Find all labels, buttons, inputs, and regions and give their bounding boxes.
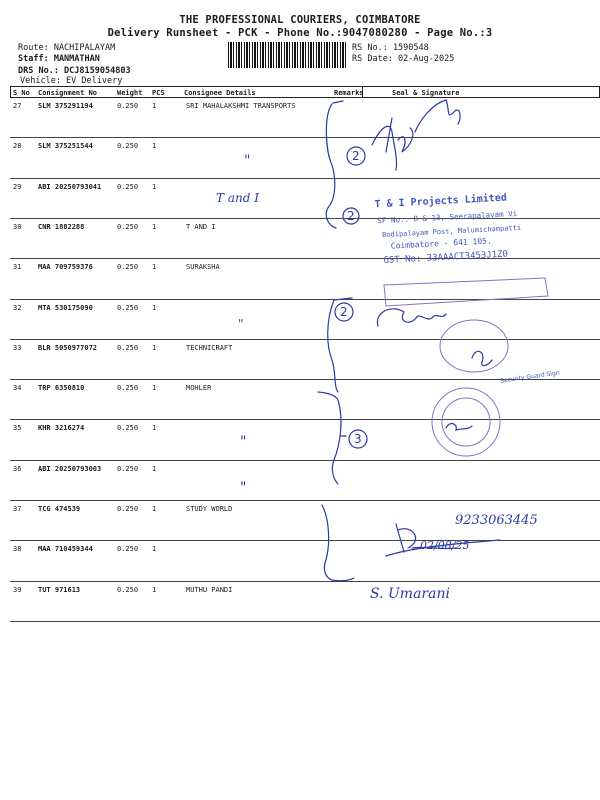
cell-sno: 27 xyxy=(13,102,22,110)
cell-weight: 0.250 xyxy=(117,545,139,554)
stamp-technicraft-seal xyxy=(440,320,508,372)
cell-weight: 0.250 xyxy=(117,505,139,513)
cell-weight: 0.250 xyxy=(117,343,139,352)
col-header-remarks: Remarks xyxy=(334,89,364,97)
cell-consignee: MOHLER xyxy=(186,384,212,393)
signature-row-33 xyxy=(472,351,492,365)
cell-consignment-no: SLM 375291194 xyxy=(38,102,93,110)
cell-consignee: SURAKSHA xyxy=(186,263,220,272)
signature-row-28-mark xyxy=(415,100,460,132)
signature-row-35 xyxy=(446,424,472,430)
cell-pcs: 1 xyxy=(152,384,157,393)
cell-consignment-no: MTA 530175090 xyxy=(38,303,93,312)
cell-consignee: MUTHU PANDI xyxy=(186,585,233,594)
cell-pcs: 1 xyxy=(152,424,157,433)
col-header-pcs: PCS xyxy=(152,89,165,97)
cell-weight: 0.250 xyxy=(117,102,139,110)
cell-pcs: 1 xyxy=(152,182,157,191)
signature-row-39: S. Umarani xyxy=(370,586,450,602)
cell-sno: 34 xyxy=(13,384,22,393)
stamp-ti-line2: SF No.: 8 & 13, Seerapalayam Vi xyxy=(377,208,518,226)
col-header-consignment: Consignment No xyxy=(38,89,98,97)
col-header-consignee: Consignee Details xyxy=(184,89,256,97)
cell-consignment-no: BLR 5050977072 xyxy=(38,343,98,352)
date-row-38: 02/08/25 xyxy=(420,539,470,552)
cell-sno: 33 xyxy=(13,343,22,352)
cell-consignment-no: TCG 474539 xyxy=(38,505,81,513)
cell-consignment-no: MAA 710459344 xyxy=(38,545,93,554)
stamp-mohler-seal-inner xyxy=(442,398,490,446)
bracket-34-36 xyxy=(318,392,341,484)
remark-3: 3 xyxy=(354,432,362,446)
hand-t-and-i-row-29: T and I xyxy=(216,191,259,205)
runsheet-subtitle: Delivery Runsheet - PCK - Phone No.:9047080280 - Page No.:3 xyxy=(107,27,493,39)
bracket-37-38 xyxy=(322,505,354,581)
cell-sno: 36 xyxy=(13,464,22,473)
cell-sno: 39 xyxy=(13,585,22,594)
cell-weight: 0.250 xyxy=(117,222,139,231)
cell-pcs: 1 xyxy=(152,263,157,272)
stamp-ti-line1: T & I Projects Limited xyxy=(374,192,508,211)
stamp-ti-line3: Bodipalayam Post, Malumichampatti xyxy=(381,223,522,240)
cell-pcs: 1 xyxy=(152,545,157,554)
company-title: THE PROFESSIONAL COURIERS, COIMBATORE xyxy=(179,14,421,26)
cell-pcs: 1 xyxy=(152,585,157,594)
cell-weight: 0.250 xyxy=(117,303,139,312)
cell-sno: 35 xyxy=(13,424,22,433)
vehicle-label: Vehicle: EV Delivery xyxy=(20,76,123,86)
cell-sno: 30 xyxy=(13,222,22,231)
stamp-ti-line4: Coimbatore - 641 105. xyxy=(390,236,493,251)
remark-2b: 2 xyxy=(347,209,355,223)
cell-sno: 37 xyxy=(13,505,22,513)
col-header-seal-signature: Seal & Signature xyxy=(392,89,460,97)
col-header-sno: S No xyxy=(13,89,30,97)
remark-2c: 2 xyxy=(340,305,348,319)
signature-row-32 xyxy=(377,309,446,326)
cell-consignment-no: CNR 1882288 xyxy=(38,222,85,231)
ditto-row-36: " xyxy=(240,480,247,496)
cell-sno: 38 xyxy=(13,545,22,554)
cell-consignee: TECHNICRAFT xyxy=(186,343,233,352)
cell-weight: 0.250 xyxy=(117,142,139,151)
rs-number: RS No.: 1590548 xyxy=(352,43,429,53)
signature-row-27 xyxy=(372,118,413,170)
cell-consignment-no: ABI 20250793041 xyxy=(38,182,102,191)
stamp-ti-line5: GST No: 33AAACT3453J1Z0 xyxy=(383,249,509,267)
bracket-31-33-top xyxy=(334,298,352,300)
bracket-31-33 xyxy=(328,300,338,392)
cell-consignee: STUDY WORLD xyxy=(186,505,233,513)
remark-2a: 2 xyxy=(352,149,360,163)
drs-number: DRS No.: DCJ8159054803 xyxy=(18,66,131,76)
cell-consignment-no: SLM 375251544 xyxy=(38,142,93,151)
cell-consignment-no: TUT 971613 xyxy=(38,585,81,594)
cell-consignment-no: TRP 6350810 xyxy=(38,384,85,393)
cell-sno: 28 xyxy=(13,142,22,151)
col-header-weight: Weight xyxy=(117,89,143,97)
cell-pcs: 1 xyxy=(152,464,157,473)
cell-weight: 0.250 xyxy=(117,424,139,433)
ditto-row-35: " xyxy=(240,434,247,450)
cell-sno: 29 xyxy=(13,182,22,191)
cell-consignment-no: KHR 3216274 xyxy=(38,424,85,433)
cell-weight: 0.250 xyxy=(117,585,139,594)
cell-pcs: 1 xyxy=(152,505,157,513)
stamp-purple-band xyxy=(384,278,548,306)
phone-row-37: 9233063445 xyxy=(455,513,538,528)
cell-pcs: 1 xyxy=(152,102,157,110)
cell-consignment-no: MAA 709759376 xyxy=(38,263,93,272)
cell-weight: 0.250 xyxy=(117,464,139,473)
ditto-row-32: " xyxy=(238,317,244,331)
route-label: Route: NACHIPALAYAM xyxy=(18,43,116,53)
cell-consignment-no: ABI 20250793003 xyxy=(38,464,102,473)
stamp-security-guard: Security Guard Sign xyxy=(499,369,561,385)
cell-pcs: 1 xyxy=(152,222,157,231)
cell-pcs: 1 xyxy=(152,343,157,352)
cell-sno: 31 xyxy=(13,263,22,272)
ditto-row-28: " xyxy=(244,153,251,169)
staff-label: Staff: MANMATHAN xyxy=(18,54,100,64)
cell-weight: 0.250 xyxy=(117,384,139,393)
bracket-27-30 xyxy=(326,104,336,228)
cell-pcs: 1 xyxy=(152,303,157,312)
cell-weight: 0.250 xyxy=(117,182,139,191)
bracket-27-30-arm xyxy=(333,101,343,103)
cell-pcs: 1 xyxy=(152,142,157,151)
cell-sno: 32 xyxy=(13,303,22,312)
cell-consignee: T AND I xyxy=(186,222,216,231)
cell-consignee: SRI MAHALAKSHMI TRANSPORTS xyxy=(186,102,296,110)
rs-date: RS Date: 02-Aug-2025 xyxy=(352,54,455,64)
cell-weight: 0.250 xyxy=(117,263,139,272)
